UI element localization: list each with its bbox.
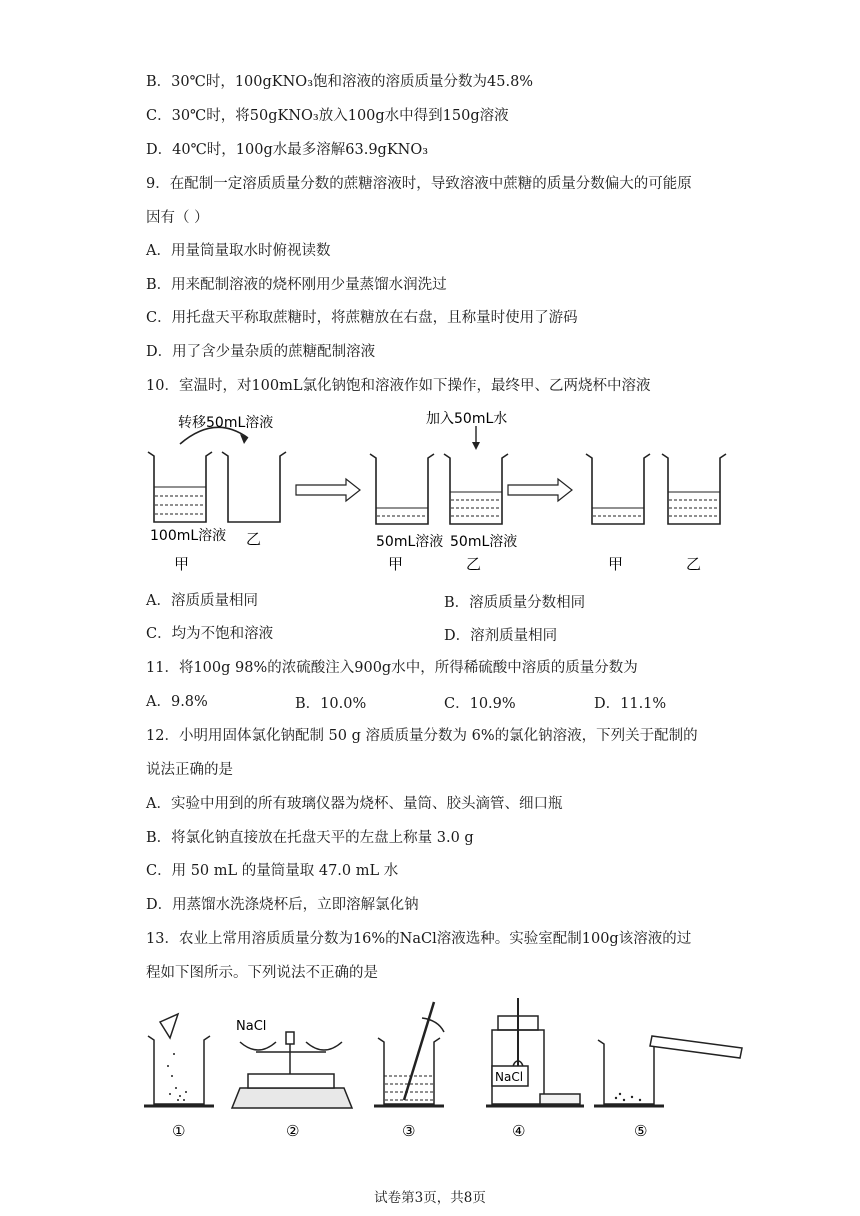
q10-beaker-figure (140, 404, 740, 579)
q10-option-a: A．溶质质量相同 (146, 593, 258, 609)
q12-stem-line2: 说法正确的是 (146, 762, 233, 778)
q12-option-b: B．将氯化钠直接放在托盘天平的左盘上称量 3.0 g (146, 830, 474, 846)
q8-option-d: D．40℃时，100g水最多溶解63.9gKNO₃ (146, 142, 429, 158)
beaker-yi-3 (662, 454, 726, 524)
q9-option-d: D．用了含少量杂质的蔗糖配制溶液 (146, 344, 376, 360)
process-arrow-1 (296, 479, 360, 501)
q12-option-d: D．用蒸馏水洗涤烧杯后，立即溶解氯化钠 (146, 897, 419, 913)
q10-stem: 10．室温时，对100mL氯化钠饱和溶液作如下操作，最终甲、乙两烧杯中溶液 (146, 378, 651, 394)
q12-option-a: A．实验中用到的所有玻璃仪器为烧杯、量筒、胶头滴管、细口瓶 (146, 796, 563, 812)
step3-stirring (374, 1002, 444, 1106)
q11-option-d: D．11.1% (594, 696, 667, 712)
q8-option-c: C．30℃时，将50gKNO₃放入100g水中得到150g溶液 (146, 108, 509, 124)
q8-option-b: B．30℃时，100gKNO₃饱和溶液的溶质质量分数为45.8% (146, 74, 534, 90)
vol50a-label: 50mL溶液 (376, 534, 444, 550)
q12-stem-line1: 12．小明用固体氯化钠配制 50 g 溶质质量分数为 6%的氯化钠溶液，下列关于配制的 (146, 728, 698, 744)
label-yi-1: 乙 (246, 530, 262, 548)
q9-stem-line1: 9．在配制一定溶质质量分数的蔗糖溶液时，导致溶液中蔗糖的质量分数偏大的可能原 (146, 176, 692, 192)
label-jia-1: 甲 (174, 555, 190, 573)
label-jia-2: 甲 (388, 555, 404, 573)
beaker-jia-2 (370, 454, 434, 524)
q13-stem-line2: 程如下图所示。下列说法不正确的是 (146, 965, 378, 981)
step4-reagent-bottle (486, 998, 584, 1106)
process-arrow-2 (508, 479, 572, 501)
q13-stem-line1: 13．农业上常用溶质质量分数为16%的NaCl溶液选种。实验室配制100g该溶液的过 (146, 931, 692, 947)
q11-option-b: B．10.0% (295, 696, 367, 712)
step-label-5: ⑤ (634, 1122, 648, 1140)
q11-option-a: A．9.8% (146, 694, 208, 710)
q13-procedure-figure (140, 996, 750, 1146)
nacl-bottle-label: NaCl (495, 1070, 524, 1084)
q11-option-c: C．10.9% (444, 696, 516, 712)
q10-option-c: C．均为不饱和溶液 (146, 626, 274, 642)
label-yi-2: 乙 (466, 555, 482, 573)
q9-option-b: B．用来配制溶液的烧杯刚用少量蒸馏水润洗过 (146, 277, 447, 293)
beaker-yi-1 (222, 452, 286, 522)
beaker-yi-2 (444, 454, 508, 524)
step2-balance (232, 1032, 352, 1108)
transfer-label: 转移50mL溶液 (178, 415, 274, 431)
vol100-label: 100mL溶液 (150, 528, 227, 544)
step-label-2: ② (286, 1122, 300, 1140)
q12-option-c: C．用 50 mL 的量筒量取 47.0 mL 水 (146, 863, 399, 879)
q9-option-c: C．用托盘天平称取蔗糖时，将蔗糖放在右盘，且称量时使用了游码 (146, 310, 578, 326)
step5-pouring-water (594, 1036, 742, 1106)
step-label-3: ③ (402, 1122, 416, 1140)
q9-stem-line2: 因有（ ） (146, 210, 209, 226)
vol50b-label: 50mL溶液 (450, 534, 518, 550)
q10-option-b: B．溶质质量分数相同 (444, 595, 586, 611)
label-jia-3: 甲 (608, 555, 624, 573)
beaker-jia-3 (586, 454, 650, 524)
q10-option-d: D．溶剂质量相同 (444, 628, 558, 644)
q9-option-a: A．用量筒量取水时俯视读数 (146, 243, 331, 259)
step-label-4: ④ (512, 1122, 526, 1140)
step-label-1: ① (172, 1122, 186, 1140)
label-yi-3: 乙 (686, 555, 702, 573)
step1-pouring-solid (144, 1014, 214, 1106)
add-water-label: 加入50mL水 (426, 411, 508, 427)
page-footer: 试卷第3页，共8页 (374, 1190, 486, 1206)
nacl-balance-label: NaCl (236, 1019, 267, 1034)
q11-stem: 11．将100g 98%的浓硫酸注入900g水中，所得稀硫酸中溶质的质量分数为 (146, 660, 638, 676)
